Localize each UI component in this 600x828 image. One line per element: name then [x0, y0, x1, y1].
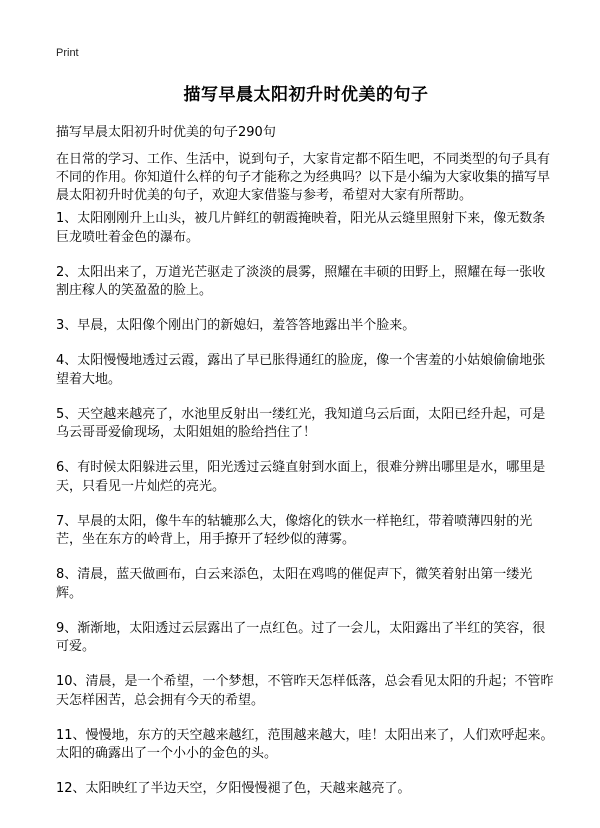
sentence-item: 1、太阳刚刚升上山头，被几片鲜红的朝霞掩映着，阳光从云缝里照射下来，像无数条巨龙喷吐着金色的瀑布。	[56, 211, 546, 245]
sentence-item: 7、早晨的太阳，像牛车的轱辘那么大，像熔化的铁水一样艳红，带着喷薄四射的光芒，坐在东方的岭背上，用手撩开了轻纱似的薄雾。	[56, 513, 533, 547]
page-title: 描写早晨太阳初升时优美的句子	[183, 85, 429, 105]
sentence-item: 4、太阳慢慢地透过云霞，露出了早已胀得通红的脸庞，像一个害羞的小姑娘偷偷地张望着大地。	[56, 353, 546, 387]
sentence-item: 3、早晨，太阳像个刚出门的新媳妇，羞答答地露出半个脸来。	[56, 318, 416, 333]
sentence-item: 10、清晨，是一个希望，一个梦想，不管昨天怎样低落，总会看见太阳的升起；不管昨天怎样困苦，总会拥有今天的希望。	[56, 674, 554, 708]
article-subtitle: 描写早晨太阳初升时优美的句子290句	[56, 125, 276, 140]
sentence-item: 8、清晨，蓝天做画布，白云来添色，太阳在鸡鸣的催促声下，微笑着射出第一缕光辉。	[56, 567, 533, 601]
sentence-item: 2、太阳出来了，万道光芒驱走了淡淡的晨雾，照耀在丰硕的田野上，照耀在每一张收割庄稼人的笑盈盈的脸上。	[56, 264, 546, 298]
sentence-item: 9、渐渐地，太阳透过云层露出了一点红色。过了一会儿，太阳露出了半红的笑容，很可爱。	[56, 620, 546, 654]
sentence-list	[56, 210, 556, 815]
sentence-item: 6、有时候太阳躲进云里，阳光透过云缝直射到水面上，很难分辨出哪里是水，哪里是天，只看见一片灿烂的亮光。	[56, 460, 546, 494]
sentence-item: 5、天空越来越亮了，水池里反射出一缕红光，我知道乌云后面，太阳已经升起，可是乌云哥哥爱偷现场，太阳姐姐的脸给挡住了！	[56, 406, 546, 440]
print-link[interactable]: Print	[56, 47, 79, 59]
sentence-item: 12、太阳映红了半边天空，夕阳慢慢褪了色，天越来越亮了。	[56, 781, 411, 796]
sentence-item: 11、慢慢地，东方的天空越来越红，范围越来越大，哇！太阳出来了，人们欢呼起来。太阳的确露出了一个小小的金色的头。	[56, 727, 554, 761]
intro-paragraph: 在日常的学习、工作、生活中，说到句子，大家肯定都不陌生吧，不同类型的句子具有不同的作用。你知道什么样的句子才能称之为经典吗？以下是小编为大家收集的描写早晨太阳初升时优美的句子，欢迎大家借鉴与参考，希望对大家有所帮助。	[56, 152, 551, 203]
